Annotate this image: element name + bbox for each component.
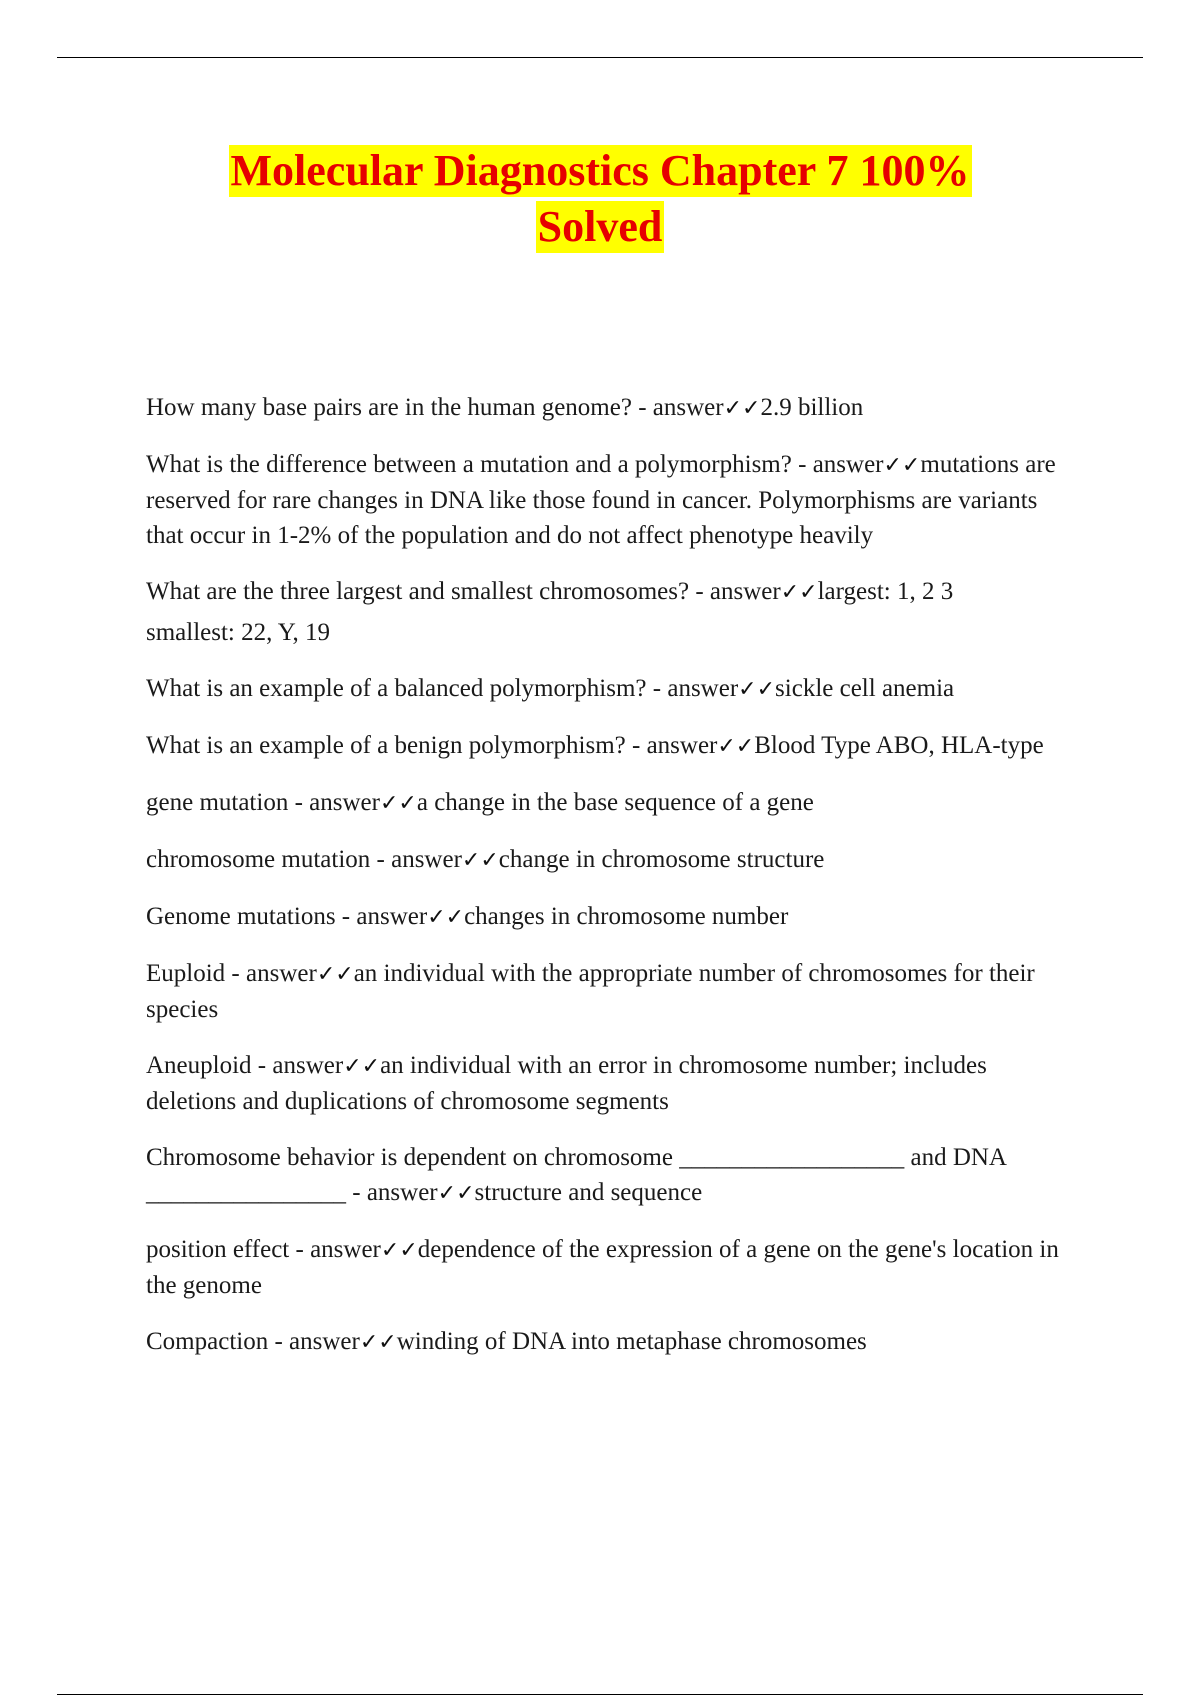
qa-item xyxy=(146,671,1068,707)
answer-label: answer xyxy=(246,960,317,987)
question-text: What is an example of a benign polymorphism? - xyxy=(146,732,647,759)
double-check-icon: ✓✓ xyxy=(461,848,499,873)
double-check-icon: ✓✓ xyxy=(738,677,776,702)
answer-text: mutations are reserved for rare changes in DNA like those found in cancer. Polymorphisms are variants that occur in 1-2% of the population and do not affect phenotype heavily xyxy=(146,451,1056,549)
top-rule xyxy=(57,57,1143,58)
answer-label: answer xyxy=(646,732,718,759)
answer-label: answer xyxy=(366,1179,438,1206)
double-check-icon: ✓✓ xyxy=(343,1054,381,1079)
answer-text: winding of DNA into metaphase chromosomes xyxy=(396,1328,867,1355)
answer-text: an individual with an error in chromosome number; includes deletions and duplications of chromosome segments xyxy=(146,1052,987,1115)
answer-text: a change in the base sequence of a gene xyxy=(416,789,814,816)
answer-label: answer xyxy=(812,451,884,478)
answer-text: structure and sequence xyxy=(474,1179,703,1206)
double-check-icon: ✓✓ xyxy=(379,791,417,816)
qa-item xyxy=(146,1324,1068,1360)
answer-label: answer xyxy=(289,1328,360,1355)
answer-label: answer xyxy=(667,675,739,702)
double-check-icon: ✓✓ xyxy=(723,396,761,421)
qa-item xyxy=(146,1048,1068,1119)
double-check-icon: ✓✓ xyxy=(427,905,465,930)
answer-text-continued: smallest: 22, Y, 19 xyxy=(146,619,331,646)
question-text: gene mutation - xyxy=(146,789,310,816)
question-text: What are the three largest and smallest chromosomes? - xyxy=(146,578,710,605)
answer-label: answer xyxy=(356,903,428,930)
question-text: Compaction - xyxy=(146,1328,290,1355)
answer-text: change in chromosome structure xyxy=(498,846,825,873)
question-text: What is the difference between a mutation and a polymorphism? - xyxy=(146,451,813,478)
answer-text: dependence of the expression of a gene on the gene's location in the genome xyxy=(146,1236,1059,1299)
double-check-icon: ✓✓ xyxy=(380,1238,418,1263)
qa-item xyxy=(146,785,1068,821)
question-text: Chromosome behavior is dependent on chromosome __________________ and DNA ________________ - xyxy=(146,1144,1006,1206)
title-line-2: Solved xyxy=(537,202,663,251)
double-check-icon: ✓✓ xyxy=(780,580,818,605)
qa-item xyxy=(146,899,1068,935)
title-line-1: Molecular Diagnostics Chapter 7 100% xyxy=(230,146,970,195)
answer-text: Blood Type ABO, HLA-type xyxy=(754,732,1044,759)
answer-text: 2.9 billion xyxy=(760,394,864,421)
answer-label: answer xyxy=(652,394,724,421)
answer-text: changes in chromosome number xyxy=(464,903,789,930)
question-text: Genome mutations - xyxy=(146,903,357,930)
double-check-icon: ✓✓ xyxy=(883,453,921,478)
qa-item xyxy=(146,447,1068,553)
answer-label: answer xyxy=(272,1052,344,1079)
answer-text: sickle cell anemia xyxy=(775,675,955,702)
answer-label: answer xyxy=(309,789,380,816)
document-title xyxy=(0,145,1200,257)
answer-label: answer xyxy=(709,578,781,605)
double-check-icon: ✓✓ xyxy=(359,1330,397,1355)
qa-item xyxy=(146,390,1068,426)
question-text: How many base pairs are in the human genome? - xyxy=(146,394,653,421)
question-text: chromosome mutation - xyxy=(146,846,392,873)
qa-item xyxy=(146,956,1068,1027)
question-text: Euploid - xyxy=(146,960,246,987)
double-check-icon: ✓✓ xyxy=(316,962,354,987)
answer-label: answer xyxy=(310,1236,381,1263)
question-text: What is an example of a balanced polymorphism? - xyxy=(146,675,668,702)
double-check-icon: ✓✓ xyxy=(717,734,755,759)
double-check-icon: ✓✓ xyxy=(437,1181,475,1206)
qa-item xyxy=(146,1232,1068,1303)
qa-item xyxy=(146,842,1068,878)
qa-item xyxy=(146,1140,1068,1211)
bottom-rule xyxy=(57,1694,1143,1695)
qa-item xyxy=(146,728,1068,764)
answer-label: answer xyxy=(391,846,462,873)
answer-text: an individual with the appropriate number of chromosomes for their species xyxy=(146,960,1035,1023)
question-text: position effect - xyxy=(146,1236,311,1263)
qa-list xyxy=(146,390,1068,1381)
answer-text: largest: 1, 2 3 xyxy=(817,578,954,605)
qa-item xyxy=(146,574,1068,650)
question-text: Aneuploid - xyxy=(146,1052,273,1079)
